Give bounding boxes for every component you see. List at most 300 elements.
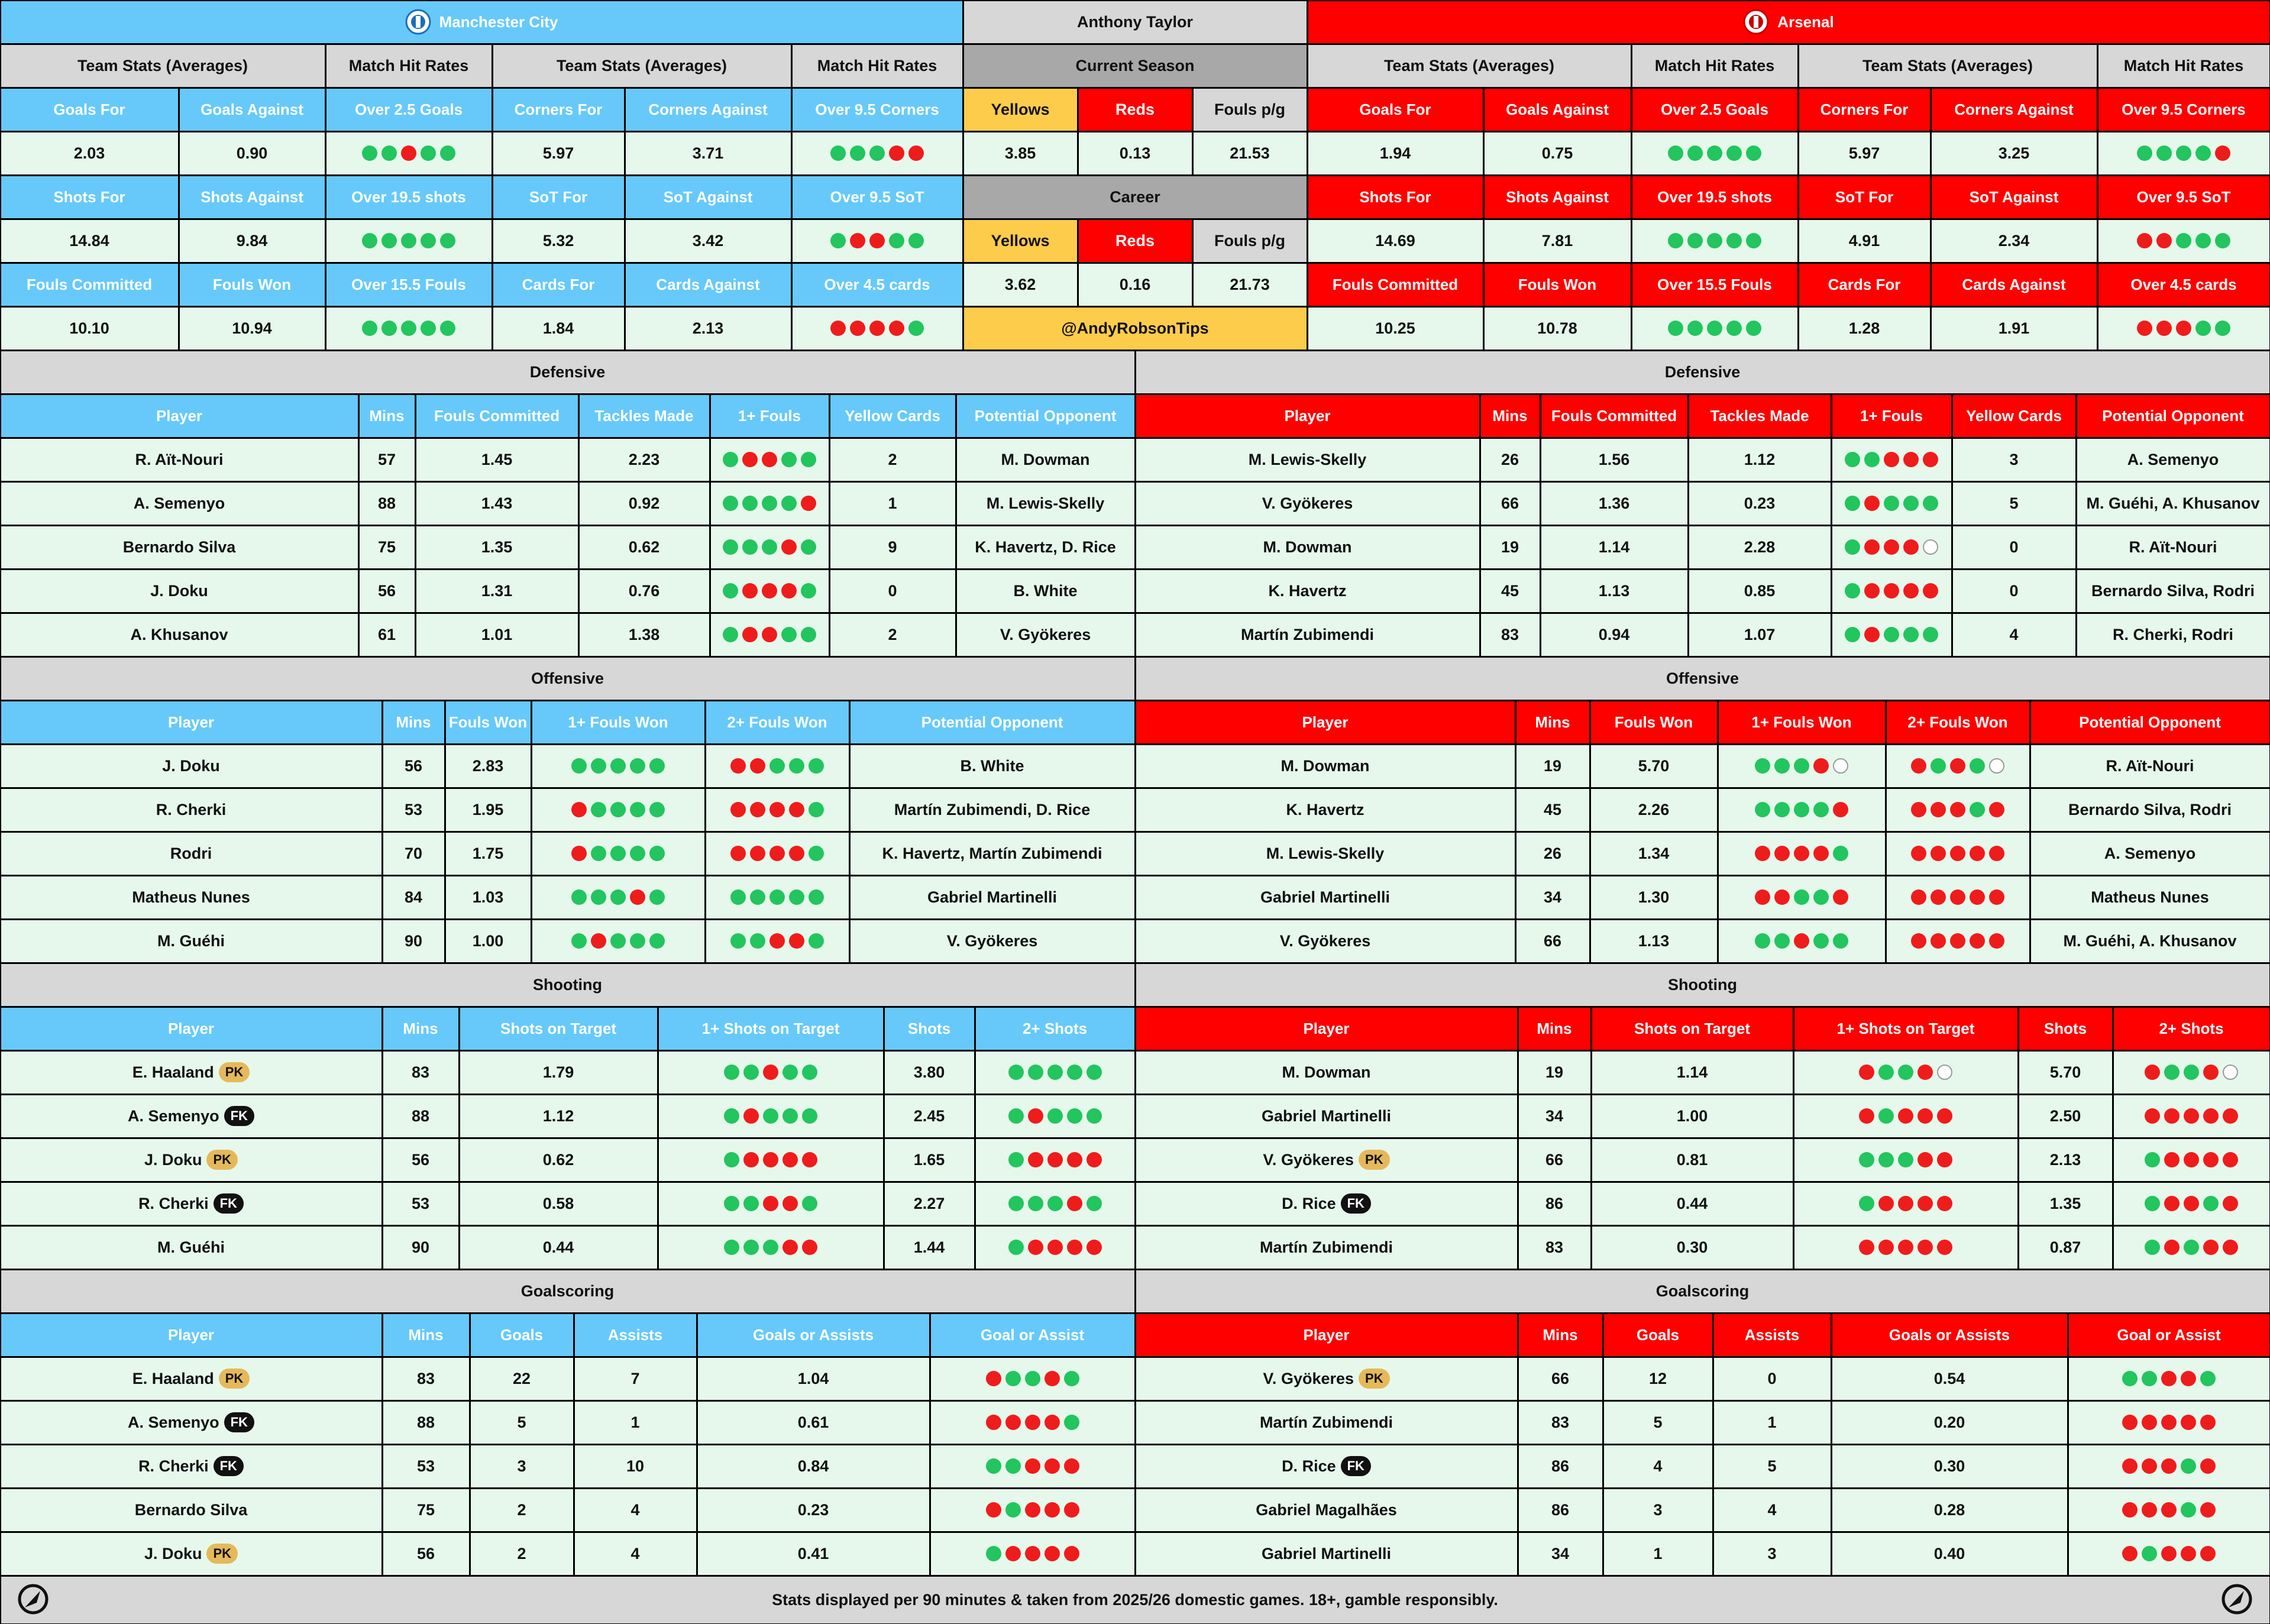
miss-dot <box>1045 1415 1060 1430</box>
arsenal-stat-value: 14.69 <box>1308 220 1483 262</box>
city-crest-icon <box>405 9 431 35</box>
fouls-hit-dots <box>711 483 829 525</box>
shots: 3.80 <box>885 1052 974 1094</box>
player-name-cell <box>1 1489 381 1531</box>
player-name: A. Semenyo <box>128 1107 219 1125</box>
miss-dot <box>2161 1371 2177 1386</box>
goalscoring-title-arsenal: Goalscoring <box>1136 1270 2269 1312</box>
miss-dot <box>2223 1196 2238 1211</box>
hit-dot <box>591 846 606 861</box>
miss-dot <box>850 321 865 336</box>
tackles-made: 1.07 <box>1689 614 1831 656</box>
fouls-won-1plus-dots <box>1719 833 1885 875</box>
fouls-won-2plus-dots <box>706 745 849 787</box>
miss-dot <box>1937 1196 1952 1211</box>
player-name: E. Haaland <box>132 1063 214 1081</box>
potential-opponent: A. Semenyo <box>2031 833 2269 875</box>
hit-dot <box>1005 1458 1021 1474</box>
offensive-col-header: Fouls Won <box>446 701 531 743</box>
hit-dot <box>1931 758 1946 774</box>
miss-dot <box>1931 933 1946 949</box>
player-name: Bernardo Silva <box>1 526 358 568</box>
fouls-won-2plus-dots <box>1887 745 2029 787</box>
shots-on-target: 1.14 <box>1592 1052 1793 1094</box>
minutes: 83 <box>1519 1402 1602 1444</box>
minutes: 75 <box>383 1489 469 1531</box>
shots: 0.87 <box>2019 1227 2112 1269</box>
hit-dot <box>2122 1371 2138 1386</box>
hit-dot <box>869 145 885 161</box>
hit-dot <box>986 1546 1001 1561</box>
miss-dot <box>1884 539 1899 555</box>
miss-dot <box>2181 1371 2196 1386</box>
hit-dot <box>830 233 846 248</box>
arsenal-stat-label: Corners For <box>1799 89 1930 131</box>
career-label: Career <box>964 176 1307 218</box>
miss-dot <box>1937 1240 1952 1255</box>
fouls-hit-dots <box>1832 483 1951 525</box>
sot-1plus-dots <box>1794 1052 2017 1094</box>
goals: 22 <box>471 1358 573 1400</box>
city-match-hit-rates-label: Match Hit Rates <box>793 45 962 87</box>
hit-dot <box>1923 627 1938 642</box>
defensive-col-header: Player <box>1 395 358 437</box>
miss-dot <box>1064 1546 1079 1561</box>
hit-dot <box>649 889 665 905</box>
arsenal-stat-label: Goals Against <box>1485 89 1631 131</box>
minutes: 56 <box>383 1139 458 1181</box>
goals-or-assists: 0.84 <box>698 1445 929 1487</box>
hit-dot <box>421 321 436 336</box>
assists: 5 <box>1714 1445 1831 1487</box>
offensive-col-header: Player <box>1136 701 1515 743</box>
shots-on-target: 1.12 <box>460 1095 657 1137</box>
shots-2plus-dots <box>2114 1183 2269 1225</box>
hit-dot <box>730 889 746 905</box>
city-stat-value: 2.03 <box>1 132 178 174</box>
goalscoring-col-header: Mins <box>1519 1314 1602 1356</box>
hit-dot <box>1047 1065 1063 1080</box>
hit-dot <box>1884 627 1899 642</box>
hit-dot <box>381 321 397 336</box>
player-name-cell <box>1 1227 381 1269</box>
goal-or-assist-dots <box>2069 1358 2269 1400</box>
hit-dot <box>781 496 797 511</box>
miss-dot <box>1028 1108 1043 1124</box>
sot-1plus-dots <box>1794 1095 2017 1137</box>
arsenal-stat-value: 7.81 <box>1485 220 1631 262</box>
hit-dot <box>1028 1065 1043 1080</box>
goals: 3 <box>1604 1489 1712 1531</box>
arsenal-stat-label: Fouls Committed <box>1308 264 1483 306</box>
hit-dot <box>762 539 777 555</box>
hit-dot <box>630 846 645 861</box>
goal-or-assist-dots <box>2069 1533 2269 1575</box>
goals: 2 <box>471 1489 573 1531</box>
miss-dot <box>781 583 797 599</box>
minutes: 88 <box>383 1402 469 1444</box>
referee-stat-label: Fouls p/g <box>1194 89 1307 131</box>
defensive-col-header: Potential Opponent <box>957 395 1134 437</box>
hit-dot <box>2176 145 2191 161</box>
player-name-cell <box>1 1139 381 1181</box>
goals: 12 <box>1604 1358 1712 1400</box>
player-name: R. Cherki <box>1 789 381 831</box>
fouls-won: 2.83 <box>446 745 531 787</box>
hit-dot <box>2176 233 2191 248</box>
shots-on-target: 0.44 <box>460 1227 657 1269</box>
miss-dot <box>1045 1458 1060 1474</box>
miss-dot <box>1028 1152 1043 1167</box>
player-name: Matheus Nunes <box>1 876 381 918</box>
miss-dot <box>1794 846 1809 861</box>
fouls-won-1plus-dots <box>532 833 704 875</box>
miss-dot <box>1047 1152 1063 1167</box>
miss-dot <box>2223 1152 2238 1167</box>
miss-dot <box>1970 889 1985 905</box>
miss-dot <box>1774 846 1790 861</box>
arsenal-stat-label: Over 15.5 Fouls <box>1632 264 1797 306</box>
goals-or-assists: 1.04 <box>698 1358 929 1400</box>
shots-on-target: 0.30 <box>1592 1227 1793 1269</box>
miss-dot <box>1028 1240 1043 1255</box>
hit-dot <box>1864 452 1880 467</box>
shots-2plus-dots <box>976 1139 1134 1181</box>
hit-dot <box>2145 1196 2160 1211</box>
hit-dot <box>750 933 765 949</box>
no-game-dot <box>1833 758 1848 774</box>
hit-dot <box>1005 1502 1021 1518</box>
player-name: Rodri <box>1 833 381 875</box>
referee-career-value: 0.16 <box>1079 264 1192 306</box>
hit-dot <box>809 802 824 817</box>
miss-dot <box>742 583 758 599</box>
hit-dot <box>1746 233 1761 248</box>
miss-dot <box>781 539 797 555</box>
hit-dot <box>1755 933 1770 949</box>
defensive-col-header: 1+ Fouls <box>711 395 829 437</box>
hit-dot <box>1025 1371 1040 1386</box>
arsenal-hit-rate-dots <box>2098 220 2269 262</box>
minutes: 53 <box>383 1183 458 1225</box>
hit-dot <box>440 233 455 248</box>
arsenal-stat-label: Over 9.5 Corners <box>2098 89 2269 131</box>
footer-right-logo-icon <box>2220 1583 2253 1616</box>
potential-opponent: M. Guéhi, A. Khusanov <box>2031 920 2269 962</box>
miss-dot <box>782 1152 798 1167</box>
hit-dot <box>649 933 665 949</box>
potential-opponent: Bernardo Silva, Rodri <box>2077 570 2269 612</box>
goalscoring-col-header: Player <box>1136 1314 1517 1356</box>
miss-dot <box>802 1152 817 1167</box>
defensive-title-city: Defensive <box>1 351 1134 393</box>
player-name: Martín Zubimendi <box>1260 1413 1393 1431</box>
shots-2plus-dots <box>2114 1095 2269 1137</box>
hit-dot <box>889 233 904 248</box>
miss-dot <box>1025 1546 1040 1561</box>
miss-dot <box>1794 933 1809 949</box>
city-stat-label: Over 19.5 shots <box>326 176 491 218</box>
defensive-col-header: Potential Opponent <box>2077 395 2269 437</box>
shots-on-target: 0.44 <box>1592 1183 1793 1225</box>
hit-dot <box>1687 145 1703 161</box>
miss-dot <box>571 846 587 861</box>
yellow-cards: 9 <box>830 526 955 568</box>
player-name: Gabriel Martinelli <box>1261 1544 1392 1562</box>
fouls-won: 1.03 <box>446 876 531 918</box>
hit-dot <box>986 1458 1001 1474</box>
miss-dot <box>2203 1065 2219 1080</box>
miss-dot <box>1898 1196 1913 1211</box>
yellow-cards: 0 <box>1953 570 2075 612</box>
hit-dot <box>782 1065 798 1080</box>
miss-dot <box>1067 1196 1082 1211</box>
arsenal-stat-value: 1.94 <box>1308 132 1483 174</box>
miss-dot <box>1025 1458 1040 1474</box>
arsenal-hit-rate-dots <box>1632 132 1797 174</box>
player-name: M. Guéhi <box>1 920 381 962</box>
hit-dot <box>401 321 416 336</box>
hit-dot <box>1005 1371 1021 1386</box>
shots: 2.45 <box>885 1095 974 1137</box>
minutes: 66 <box>1481 483 1540 525</box>
hit-dot <box>1794 802 1809 817</box>
player-name: Martín Zubimendi <box>1136 614 1479 656</box>
miss-dot <box>1970 933 1985 949</box>
goals: 5 <box>1604 1402 1712 1444</box>
hit-dot <box>769 889 785 905</box>
offensive-title-city: Offensive <box>1 658 1134 700</box>
potential-opponent: A. Semenyo <box>2077 439 2269 481</box>
hit-dot <box>781 452 797 467</box>
hit-dot <box>743 1065 759 1080</box>
assists: 4 <box>1714 1489 1831 1531</box>
fouls-committed: 1.14 <box>1541 526 1687 568</box>
hit-dot <box>2142 1371 2157 1386</box>
defensive-col-header: Fouls Committed <box>416 395 578 437</box>
miss-dot <box>2200 1458 2216 1474</box>
referee-career-value: 3.62 <box>964 264 1077 306</box>
miss-dot <box>802 1240 817 1255</box>
fouls-hit-dots <box>711 614 829 656</box>
fouls-won-2plus-dots <box>1887 920 2029 962</box>
miss-dot <box>830 321 846 336</box>
hit-dot <box>1774 802 1790 817</box>
fk-taker-badge: FK <box>214 1456 244 1476</box>
potential-opponent: M. Dowman <box>957 439 1134 481</box>
miss-dot <box>2176 321 2191 336</box>
player-name: R. Cherki <box>138 1457 209 1475</box>
fouls-won-2plus-dots <box>706 833 849 875</box>
miss-dot <box>769 846 785 861</box>
hit-dot <box>724 1152 739 1167</box>
city-stat-value: 10.94 <box>180 308 325 350</box>
hit-dot <box>1008 1152 1024 1167</box>
miss-dot <box>1878 1196 1894 1211</box>
city-stat-value: 3.71 <box>626 132 791 174</box>
minutes: 75 <box>360 526 415 568</box>
minutes: 66 <box>1519 1358 1602 1400</box>
shots-2plus-dots <box>2114 1052 2269 1094</box>
referee-stat-label: Reds <box>1079 220 1192 262</box>
miss-dot <box>1087 1152 1102 1167</box>
tackles-made: 2.28 <box>1689 526 1831 568</box>
minutes: 66 <box>1519 1139 1590 1181</box>
miss-dot <box>1884 583 1899 599</box>
goals: 3 <box>471 1445 573 1487</box>
arsenal-team-stats-label: Team Stats (Averages) <box>1308 45 1631 87</box>
miss-dot <box>986 1371 1001 1386</box>
minutes: 19 <box>1519 1052 1590 1094</box>
player-name-cell <box>1 1533 381 1575</box>
offensive-col-header: 2+ Fouls Won <box>706 701 849 743</box>
player-name-cell <box>1 1052 381 1094</box>
miss-dot <box>743 1152 759 1167</box>
miss-dot <box>1064 1502 1079 1518</box>
miss-dot <box>782 1196 798 1211</box>
miss-dot <box>730 802 746 817</box>
goals-or-assists: 0.61 <box>698 1402 929 1444</box>
fouls-won-1plus-dots <box>532 789 704 831</box>
fouls-won: 1.13 <box>1591 920 1717 962</box>
miss-dot <box>1989 933 2004 949</box>
goals-or-assists: 0.54 <box>1832 1358 2067 1400</box>
fk-taker-badge: FK <box>224 1106 254 1126</box>
hit-dot <box>801 583 816 599</box>
referee-career-value: 21.73 <box>1194 264 1307 306</box>
arsenal-match-hit-rates-label: Match Hit Rates <box>2098 45 2269 87</box>
player-name-cell <box>1 1445 381 1487</box>
miss-dot <box>2184 1152 2199 1167</box>
city-hit-rate-dots <box>793 308 962 350</box>
arsenal-stat-value: 5.97 <box>1799 132 1930 174</box>
miss-dot <box>2164 1152 2180 1167</box>
player-name-cell <box>1136 1095 1517 1137</box>
miss-dot <box>1859 1240 1874 1255</box>
hit-dot <box>2184 1240 2199 1255</box>
hit-dot <box>1794 889 1809 905</box>
potential-opponent: M. Lewis-Skelly <box>957 483 1134 525</box>
hit-dot <box>362 321 377 336</box>
hit-dot <box>1923 496 1938 511</box>
shooting-col-header: Shots <box>885 1008 974 1050</box>
player-name: Gabriel Martinelli <box>1261 1107 1392 1125</box>
goal-or-assist-dots <box>931 1489 1134 1531</box>
player-name: J. Doku <box>144 1544 202 1562</box>
hit-dot <box>1707 145 1722 161</box>
sot-1plus-dots <box>659 1227 883 1269</box>
arsenal-team-name: Arsenal <box>1777 12 1834 31</box>
fouls-won-2plus-dots <box>706 876 849 918</box>
player-name-cell <box>1136 1445 1517 1487</box>
miss-dot <box>1833 889 1848 905</box>
fouls-hit-dots <box>1832 526 1951 568</box>
miss-dot <box>1989 846 2004 861</box>
hit-dot <box>610 933 626 949</box>
hit-dot <box>1028 1196 1043 1211</box>
city-stat-value: 14.84 <box>1 220 178 262</box>
potential-opponent: Gabriel Martinelli <box>851 876 1134 918</box>
hit-dot <box>763 1108 778 1124</box>
assists: 10 <box>575 1445 696 1487</box>
offensive-col-header: 2+ Fouls Won <box>1887 701 2029 743</box>
tackles-made: 1.38 <box>580 614 709 656</box>
goalscoring-col-header: Goals or Assists <box>698 1314 929 1356</box>
hit-dot <box>750 889 765 905</box>
goal-or-assist-dots <box>931 1533 1134 1575</box>
player-name: J. Doku <box>1 570 358 612</box>
hit-dot <box>1668 233 1683 248</box>
hit-dot <box>362 233 377 248</box>
tackles-made: 1.12 <box>1689 439 1831 481</box>
potential-opponent: Martín Zubimendi, D. Rice <box>851 789 1134 831</box>
goal-or-assist-dots <box>931 1402 1134 1444</box>
arsenal-stat-label: Cards Against <box>1932 264 2097 306</box>
miss-dot <box>1950 889 1965 905</box>
hit-dot <box>591 889 606 905</box>
miss-dot <box>2181 1546 2196 1561</box>
goalscoring-title-city: Goalscoring <box>1 1270 1134 1312</box>
miss-dot <box>730 758 746 774</box>
hit-dot <box>1813 933 1829 949</box>
miss-dot <box>789 933 804 949</box>
miss-dot <box>789 802 804 817</box>
player-name: K. Havertz <box>1136 570 1479 612</box>
hit-dot <box>1064 1371 1079 1386</box>
shots-2plus-dots <box>976 1052 1134 1094</box>
city-stat-label: Fouls Won <box>180 264 325 306</box>
referee-name: Anthony Taylor <box>964 1 1307 43</box>
city-stat-value: 10.10 <box>1 308 178 350</box>
pk-taker-badge: PK <box>219 1062 250 1082</box>
miss-dot <box>1931 802 1946 817</box>
minutes: 19 <box>1516 745 1589 787</box>
arsenal-stat-label: SoT For <box>1799 176 1930 218</box>
hit-dot <box>2181 1458 2196 1474</box>
miss-dot <box>2137 233 2152 248</box>
arsenal-stat-value: 10.78 <box>1485 308 1631 350</box>
miss-dot <box>2223 1240 2238 1255</box>
city-team-stats-label: Team Stats (Averages) <box>493 45 791 87</box>
hit-dot <box>723 583 738 599</box>
miss-dot <box>2137 321 2152 336</box>
player-name: V. Gyökeres <box>1263 1369 1354 1387</box>
current-season-label: Current Season <box>964 45 1307 87</box>
hit-dot <box>1067 1108 1082 1124</box>
city-stat-value: 5.32 <box>493 220 624 262</box>
hit-dot <box>762 496 777 511</box>
fouls-committed: 1.31 <box>416 570 578 612</box>
fouls-won: 1.00 <box>446 920 531 962</box>
miss-dot <box>1937 1152 1952 1167</box>
miss-dot <box>2161 1502 2177 1518</box>
hit-dot <box>1746 321 1761 336</box>
minutes: 34 <box>1516 876 1589 918</box>
goal-or-assist-dots <box>2069 1489 2269 1531</box>
hit-dot <box>440 145 455 161</box>
miss-dot <box>763 1065 778 1080</box>
city-stat-label: Goals Against <box>180 89 325 131</box>
arsenal-crest-icon <box>1743 9 1769 35</box>
potential-opponent: Matheus Nunes <box>2031 876 2269 918</box>
miss-dot <box>1864 496 1880 511</box>
minutes: 61 <box>360 614 415 656</box>
player-name-cell <box>1136 1533 1517 1575</box>
miss-dot <box>782 1240 798 1255</box>
city-stat-label: SoT Against <box>626 176 791 218</box>
offensive-col-header: 1+ Fouls Won <box>1719 701 1885 743</box>
player-name: M. Lewis-Skelly <box>1136 833 1515 875</box>
